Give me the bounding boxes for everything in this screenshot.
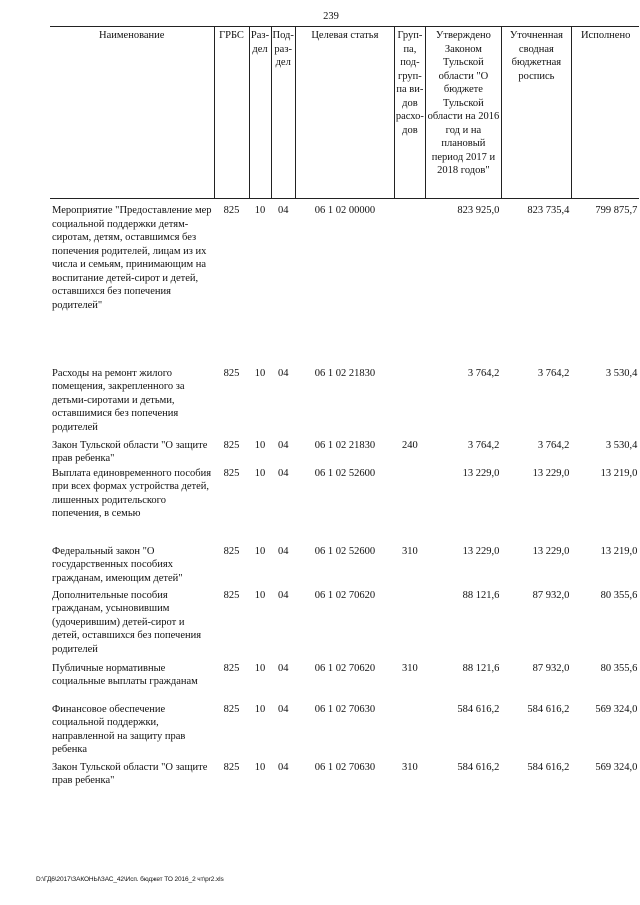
table-row: [50, 662, 639, 703]
row-name: Расходы на ремонт жилого помещения, закрепленного за детьми-сиротами и детьми, оставшимися без попечения родителей: [52, 367, 185, 433]
row-podrazdel: 04: [277, 467, 289, 479]
row-razdel: 10: [254, 589, 266, 601]
row-group: [394, 467, 425, 545]
row-group: [394, 589, 425, 662]
col-header-executed: Исполнено: [571, 27, 639, 199]
table-row: [50, 545, 639, 589]
row-name: Мероприятие "Предоставление мер социальной поддержки детям-сиротам, детям, оставшимся без попечения родителей, лицам из их числа и семьям, принимающим на воспитание детей-сирот и детей, оставшихся без попечения родителей": [52, 205, 212, 311]
row-target: 06 1 02 00000: [314, 205, 376, 216]
row-approved: 584 616,2: [457, 761, 500, 773]
col-header-razdel: Раз-дел: [249, 27, 271, 199]
row-approved: 3 764,2: [467, 439, 500, 451]
row-approved: 88 121,6: [462, 662, 500, 674]
row-target: 06 1 02 52600: [314, 467, 376, 479]
header-row: [50, 27, 639, 199]
row-grbs: 825: [223, 545, 240, 557]
table-row: [50, 761, 639, 791]
table-row: [50, 439, 639, 467]
row-executed: 3 530,4: [605, 439, 638, 451]
col-header-revised: Уточненная сводная бюджетная роспись: [501, 27, 571, 199]
row-group: [394, 703, 425, 761]
row-podrazdel: 04: [277, 367, 289, 379]
col-header-name: Наименование: [50, 27, 214, 199]
row-group: 310: [402, 761, 418, 773]
row-grbs: 825: [223, 367, 240, 379]
table-row: [50, 589, 639, 662]
row-grbs: 825: [223, 589, 240, 601]
budget-table: [50, 26, 639, 791]
row-approved: 3 764,2: [467, 367, 500, 379]
row-group: 310: [402, 662, 418, 674]
row-executed: 13 219,0: [600, 467, 638, 479]
row-executed: 3 530,4: [605, 367, 638, 379]
row-razdel: 10: [254, 761, 266, 773]
row-approved: 13 229,0: [462, 467, 500, 479]
table-row: [50, 703, 639, 761]
col-header-approved: Утверждено Законом Тульской области "О бюджете Тульской области на 2016 год и на плановый период 2017 и 2018 годов": [425, 27, 501, 199]
row-grbs: 825: [223, 703, 240, 715]
row-name: Закон Тульской области "О защите прав ребенка": [52, 761, 208, 786]
row-target: 06 1 02 52600: [314, 545, 376, 557]
row-executed: 569 324,0: [595, 761, 638, 773]
table-row: [50, 199, 639, 367]
row-grbs: 825: [223, 439, 240, 451]
row-name: Выплата единовременного пособия при всех формах устройства детей, лишенных родительского попечения, в семью: [52, 467, 212, 519]
row-target: 06 1 02 21830: [314, 439, 376, 451]
row-revised: 823 735,4: [527, 205, 570, 216]
row-revised: 3 764,2: [537, 367, 570, 379]
row-executed: 799 875,7: [595, 205, 638, 216]
page-number: 239: [323, 11, 339, 22]
row-revised: 584 616,2: [527, 703, 570, 715]
row-approved: 88 121,6: [462, 589, 500, 601]
row-revised: 3 764,2: [537, 439, 570, 451]
row-executed: 80 355,6: [600, 662, 638, 674]
row-podrazdel: 04: [277, 589, 289, 601]
row-razdel: 10: [254, 662, 266, 674]
row-target: 06 1 02 70630: [314, 703, 376, 715]
col-header-podrazdel: Под-раз-дел: [271, 27, 295, 199]
col-header-group: Груп-па, под-груп-па ви-дов расхо-дов: [394, 27, 425, 199]
row-approved: 584 616,2: [457, 703, 500, 715]
row-group: 240: [402, 439, 418, 451]
row-razdel: 10: [254, 545, 266, 557]
row-razdel: 10: [254, 205, 266, 216]
row-group: [394, 367, 425, 439]
row-name: Закон Тульской области "О защите прав ребенка": [52, 439, 208, 464]
row-executed: 13 219,0: [600, 545, 638, 557]
row-podrazdel: 04: [277, 439, 289, 451]
row-name: Публичные нормативные социальные выплаты гражданам: [52, 662, 198, 687]
row-podrazdel: 04: [277, 205, 289, 216]
row-podrazdel: 04: [277, 662, 289, 674]
row-podrazdel: 04: [277, 545, 289, 557]
row-approved: 823 925,0: [457, 205, 500, 216]
row-target: 06 1 02 70620: [314, 662, 376, 674]
col-header-target: Целевая статья: [295, 27, 394, 199]
row-target: 06 1 02 21830: [314, 367, 376, 379]
col-header-grbs: ГРБС: [214, 27, 249, 199]
row-name: Федеральный закон "О государственных пособиях гражданам, имеющим детей": [52, 545, 183, 584]
row-revised: 584 616,2: [527, 761, 570, 773]
row-revised: 13 229,0: [532, 467, 570, 479]
row-revised: 13 229,0: [532, 545, 570, 557]
row-grbs: 825: [223, 761, 240, 773]
row-executed: 80 355,6: [600, 589, 638, 601]
row-razdel: 10: [254, 703, 266, 715]
row-group: [394, 199, 425, 367]
table-row: [50, 367, 639, 439]
row-revised: 87 932,0: [532, 589, 570, 601]
row-grbs: 825: [223, 467, 240, 479]
row-razdel: 10: [254, 367, 266, 379]
table-row: [50, 467, 639, 545]
row-name: Финансовое обеспечение социальной поддержки, направленной на защиту прав ребенка: [52, 703, 186, 755]
row-executed: 569 324,0: [595, 703, 638, 715]
row-podrazdel: 04: [277, 761, 289, 773]
row-group: 310: [402, 545, 418, 557]
row-grbs: 825: [223, 205, 240, 216]
file-path-footer: D:\ГД6\2017\ЗАКОНЫ\ЗАС_42\Исп. бюджет ТО 2016_2 чт\pr2.xls: [36, 876, 224, 883]
row-grbs: 825: [223, 662, 240, 674]
row-name: Дополнительные пособия гражданам, усыновившим (удочерившим) детей-сирот и детей, оставшихся без попечения родителей: [52, 589, 202, 655]
row-target: 06 1 02 70620: [314, 589, 376, 601]
row-razdel: 10: [254, 439, 266, 451]
row-revised: 87 932,0: [532, 662, 570, 674]
row-target: 06 1 02 70630: [314, 761, 376, 773]
row-razdel: 10: [254, 467, 266, 479]
row-podrazdel: 04: [277, 703, 289, 715]
row-approved: 13 229,0: [462, 545, 500, 557]
